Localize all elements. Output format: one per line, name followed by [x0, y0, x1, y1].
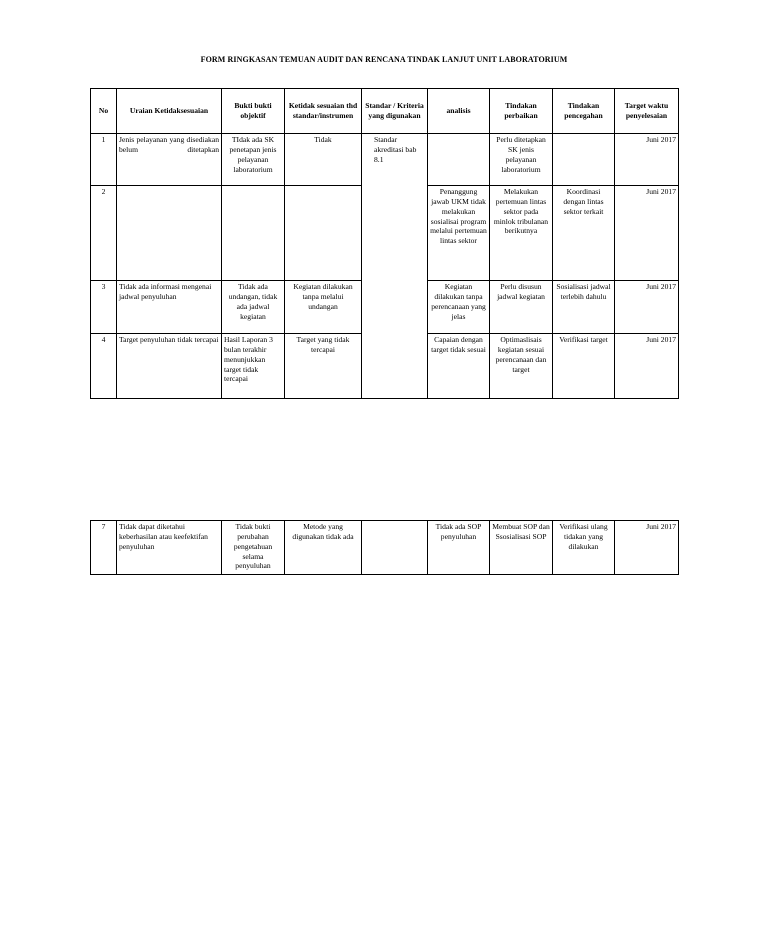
cell-no: 3 — [91, 281, 117, 334]
cell-perbaikan: Perlu disusun jadwal kegiatan — [490, 281, 553, 334]
cell-target: Juni 2017 — [615, 521, 679, 575]
cell-uraian — [117, 186, 222, 281]
cell-ketidaksesuaian: Target yang tidak tercapai — [285, 334, 362, 399]
header-analisis: analisis — [428, 89, 490, 134]
cell-no: 7 — [91, 521, 117, 575]
header-bukti: Bukti bukti objektif — [222, 89, 285, 134]
header-standar: Standar / Kriteria yang digunakan — [362, 89, 428, 134]
cell-uraian: Jenis pelayanan yang disediakan belum ditetapkan — [117, 134, 222, 186]
cell-ketidaksesuaian: Kegiatan dilakukan tanpa melalui undangan — [285, 281, 362, 334]
cell-pencegahan: Sosialisasi jadwal terlebih dahulu — [553, 281, 615, 334]
cell-no: 2 — [91, 186, 117, 281]
cell-no: 4 — [91, 334, 117, 399]
cell-bukti: Tidak bukti perubahan pengetahuan selama penyuluhan — [222, 521, 285, 575]
cell-perbaikan: Melakukan pertemuan lintas sektor pada minlok tribulanan berikutnya — [490, 186, 553, 281]
audit-findings-table — [90, 88, 679, 399]
header-perbaikan: Tindakan perbaikan — [490, 89, 553, 134]
header-pencegahan: Tindakan pencegahan — [553, 89, 615, 134]
cell-perbaikan: Optimaslisais kegiatan sesuai perencanaan dan target — [490, 334, 553, 399]
cell-uraian: Target penyuluhan tidak tercapai — [117, 334, 222, 399]
cell-pencegahan: Verifikasi ulang tidakan yang dilakukan — [553, 521, 615, 575]
cell-standar: Standar akreditasi bab 8.1 — [362, 134, 428, 399]
cell-analisis: Kegiatan dilakukan tanpa perencanaan yang jelas — [428, 281, 490, 334]
cell-analisis — [428, 134, 490, 186]
cell-ketidaksesuaian: Metode yang digunakan tidak ada — [285, 521, 362, 575]
cell-analisis: Tidak ada SOP penyuluhan — [428, 521, 490, 575]
page-title: FORM RINGKASAN TEMUAN AUDIT DAN RENCANA TINDAK LANJUT UNIT LABORATORIUM — [200, 55, 568, 64]
table-row — [91, 521, 679, 575]
cell-uraian: Tidak dapat diketahui keberhasilan atau keefektifan penyuluhan — [117, 521, 222, 575]
header-target: Target waktu penyelesaian — [615, 89, 679, 134]
header-ketidaksesuaian: Ketidak sesuaian thd standar/instrumen — [285, 89, 362, 134]
table-row — [91, 134, 679, 186]
cell-target: Juni 2017 — [615, 186, 679, 281]
cell-bukti — [222, 186, 285, 281]
cell-target: Juni 2017 — [615, 134, 679, 186]
header-row — [91, 89, 679, 134]
cell-standar — [362, 521, 428, 575]
audit-findings-table-continued — [90, 520, 679, 575]
cell-pencegahan — [553, 134, 615, 186]
cell-analisis: Penanggung jawab UKM tidak melakukan sosialisai program melalui pertemuan lintas sektor — [428, 186, 490, 281]
cell-ketidaksesuaian: Tidak — [285, 134, 362, 186]
cell-pencegahan: Verifikasi target — [553, 334, 615, 399]
cell-bukti: Hasil Laporan 3 bulan terakhir menunjukkan target tidak tercapai — [222, 334, 285, 399]
cell-target: Juni 2017 — [615, 334, 679, 399]
cell-uraian: Tidak ada informasi mengenai jadwal penyuluhan — [117, 281, 222, 334]
cell-target: Juni 2017 — [615, 281, 679, 334]
cell-ketidaksesuaian — [285, 186, 362, 281]
header-uraian: Uraian Ketidaksesuaian — [117, 89, 222, 134]
cell-bukti: Tidak ada undangan, tidak ada jadwal kegiatan — [222, 281, 285, 334]
cell-pencegahan: Koordinasi dengan lintas sektor terkait — [553, 186, 615, 281]
cell-bukti: TIdak ada SK penetapan jenis pelayanan laboratorium — [222, 134, 285, 186]
cell-perbaikan: Membuat SOP dan Ssosialisasi SOP — [490, 521, 553, 575]
cell-no: 1 — [91, 134, 117, 186]
cell-perbaikan: Perlu ditetapkan SK jenis pelayanan laboratorium — [490, 134, 553, 186]
cell-analisis: Capaian dengan target tidak sesuai — [428, 334, 490, 399]
header-no: No — [91, 89, 117, 134]
